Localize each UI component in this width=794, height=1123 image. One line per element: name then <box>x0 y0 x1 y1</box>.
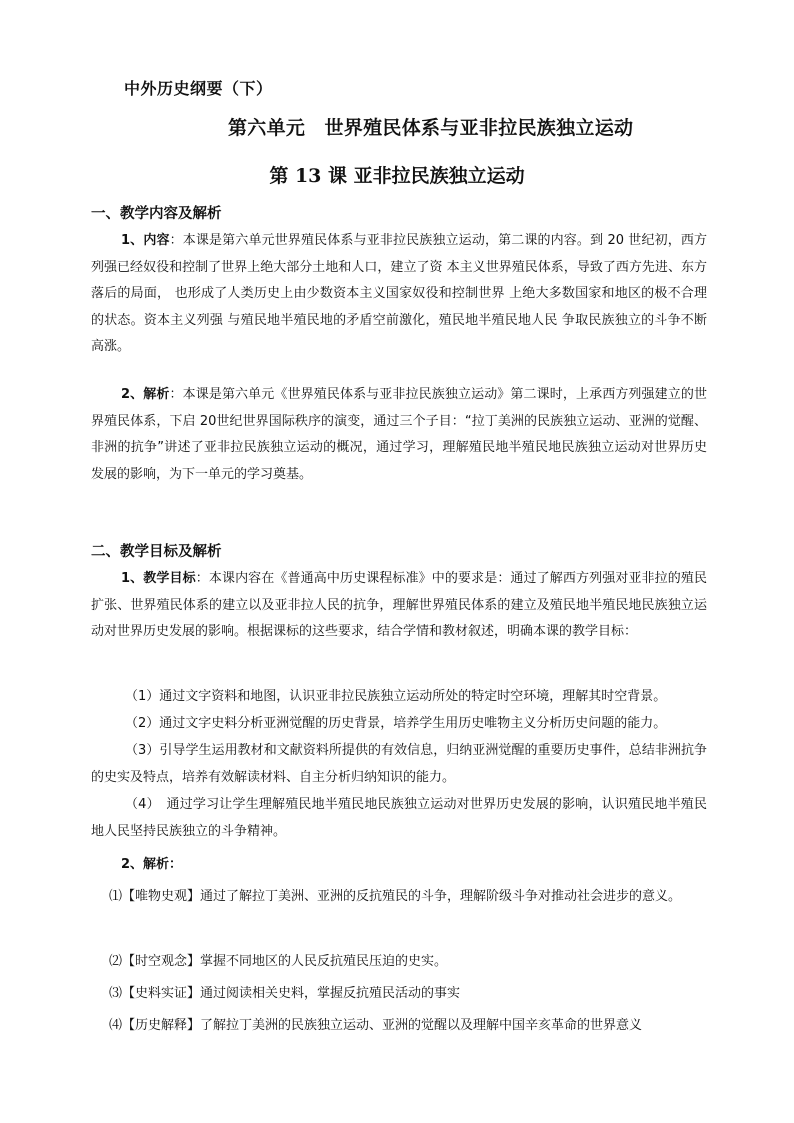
analysis-paragraph <box>91 382 707 488</box>
analysis-item: ⑷【历史解释】了解拉丁美洲的民族独立运动、亚洲的觉醒以及理解中国辛亥革命的世界意义 <box>109 1018 643 1033</box>
goals-lead: 1、教学目标 <box>121 571 196 586</box>
goals-analysis-lead: 2、解析： <box>121 857 183 872</box>
goal-item: （2）通过文字史料分析亚洲觉醒的历史背景，培养学生用历史唯物主义分析历史问题的能力。 <box>125 716 667 731</box>
goal-item: （4） 通过学习让学生理解殖民地半殖民地民族独立运动对世界历史发展的影响，认识殖民地半殖民地人民坚持民族独立的斗争精神。 <box>91 797 707 839</box>
goal-item: （3）引导学生运用教材和文献资料所提供的有效信息，归纳亚洲觉醒的重要历史事件，总结非洲抗争的史实及特点，培养有效解读材料、自主分析归纳知识的能力。 <box>91 743 707 785</box>
analysis-item: ⑴【唯物史观】通过了解拉丁美洲、亚洲的反抗殖民的斗争，理解阶级斗争对推动社会进步的意义。 <box>109 889 682 904</box>
book-title: 中外历史纲要（下） <box>124 79 273 98</box>
analysis-item: ⑵【时空观念】掌握不同地区的人民反抗殖民压迫的史实。 <box>109 954 448 969</box>
analysis-item: ⑶【史料实证】通过阅读相关史料，掌握反抗殖民活动的事实 <box>109 986 461 1001</box>
section-heading-content: 一、教学内容及解析 <box>91 205 222 222</box>
section-heading-goals: 二、教学目标及解析 <box>91 543 222 560</box>
content-paragraph <box>91 228 707 361</box>
goal-item: （1）通过文字资料和地图，认识亚非拉民族独立运动所处的特定时空环境，理解其时空背景。 <box>125 689 667 704</box>
unit-title: 第六单元 世界殖民体系与亚非拉民族独立运动 <box>228 117 634 139</box>
lesson-title: 第 13 课 亚非拉民族独立运动 <box>269 165 525 187</box>
goals-text: ：本课内容在《普通高中历史课程标准》中的要求是：通过了解西方列强对亚非拉的殖民扩张、世界殖民体系的建立以及亚非拉人民的抗争，理解世界殖民体系的建立及殖民地半殖民地民族独立运动对世界历史发展的影响。根据课标的这些要求，结合学情和教材叙述，明确本课的教学目标： <box>91 571 707 639</box>
analysis-lead: 2、解析 <box>121 387 170 402</box>
content-lead: 1、内容 <box>121 233 170 248</box>
analysis-text: ：本课是第六单元《世界殖民体系与亚非拉民族独立运动》第二课时，上承西方列强建立的世界殖民体系，下启 20世纪世界国际秩序的演变，通过三个子目：“拉丁美洲的民族独立运动、亚洲的觉醒、非洲的抗争”讲述了亚非拉民族独立运动的概况，通过学习，理解殖民地半殖民地民族独立运动对世界历史发展的影响，为下一单元的学习奠基。 <box>91 387 707 482</box>
goals-paragraph <box>91 566 707 646</box>
content-text: ：本课是第六单元世界殖民体系与亚非拉民族独立运动，第二课的内容。到 20 世纪初，西方列强已经奴役和控制了世界上绝大部分土地和人口，建立了资 本主义世界殖民体系，导致了西方先进、东方落后的局面， 也形成了人类历史上由少数资本主义国家奴役和控制世界 上绝大多数国家和地区的极不合理的状态。资本主义列强 与殖民地半殖民地的矛盾空前激化，殖民地半殖民地人民 争取民族独立的斗争不断高涨。 <box>91 233 707 354</box>
